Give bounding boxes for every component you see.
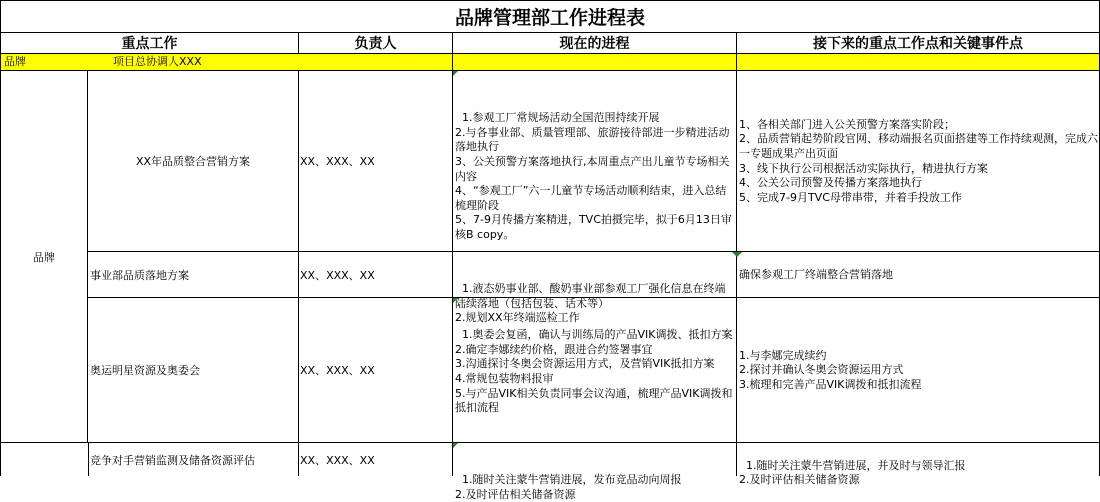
row3-progress[interactable] (453, 298, 737, 443)
row2-work[interactable] (88, 252, 299, 298)
row4-owner-text: XX、XXX、XX (300, 453, 375, 467)
sheet-title: 品牌管理部工作进程表 (0, 0, 1100, 33)
header-owner: 负责人 (299, 33, 453, 54)
band-left[interactable] (0, 54, 453, 71)
band-progress[interactable] (453, 54, 737, 71)
row3-owner-text: XX、XXX、XX (300, 364, 375, 377)
row2-progress[interactable] (453, 252, 737, 325)
row4-owner[interactable] (299, 443, 453, 476)
comment-marker-icon (737, 252, 742, 257)
row1-owner[interactable] (299, 71, 453, 252)
row2-progress-text: 1.液态奶事业部、酸奶事业部参观工厂强化信息在终端陆续落地（包括包装、话术等） 2.规划XX年终端巡检工作 (455, 282, 726, 325)
row4-progress[interactable] (453, 443, 737, 501)
row1-next[interactable] (737, 71, 1100, 252)
group-label-cell[interactable] (0, 71, 88, 443)
header-key-work: 重点工作 (0, 33, 299, 54)
row2-owner[interactable] (299, 252, 453, 298)
row2-work-text: 事业部品质落地方案 (90, 268, 189, 282)
band-next[interactable] (737, 54, 1100, 71)
row4-progress-text: 1.随时关注蒙牛营销进展，发布竞品动向周报 2.及时评估相关储备资源 (455, 473, 682, 501)
row1-owner-text: XX、XXX、XX (300, 155, 375, 168)
row2-owner-text: XX、XXX、XX (300, 268, 375, 282)
row1-work[interactable] (88, 71, 299, 252)
row3-work[interactable] (88, 298, 299, 443)
row4-next[interactable] (737, 443, 1100, 487)
band-category: 品牌 (4, 55, 26, 68)
header-next: 接下来的重点工作点和关键事件点 (737, 33, 1100, 54)
row1-work-text: XX年品质整合营销方案 (135, 155, 251, 168)
comment-marker-icon (453, 71, 458, 76)
row3-next[interactable] (737, 298, 1100, 443)
row1-progress-text: 1.参观工厂常规场活动全国范围持续开展 2.与各事业部、质量管理部、旅游接待部进一步精进活动落地执行 3、公关预警方案落地执行,本周重点产出儿童节专场相关内容 4、“参观工厂”六一儿童节专场活动顺利结束，进入总结梳理阶段 5、7-9月传播方案精进，TVC拍摄完毕，拟于6月13日审核B copy。 (455, 111, 732, 241)
row1-progress[interactable] (453, 71, 737, 252)
header-progress: 现在的进程 (453, 33, 737, 54)
row4-next-text: 1.随时关注蒙牛营销进展，并及时与领导汇报 2.及时评估相关储备资源 (739, 458, 966, 487)
comment-marker-icon (453, 298, 458, 303)
row4-work[interactable] (88, 443, 299, 476)
row3-next-text: 1.与李娜完成续约 2.探讨并确认冬奥会资源运用方式 3.梳理和完善产品VIK调拨和抵扣流程 (739, 348, 922, 391)
row2-next-text: 确保参观工厂终端整合营销落地 (739, 267, 893, 281)
row2-next[interactable] (737, 252, 1100, 298)
row3-progress-text: 1.奥委会复函，确认与训练局的产品VIK调拨、抵扣方案 2.确定李娜续约价格，跟进合约签署事宜 3.沟通探讨冬奥会资源运用方式，及营销VIK抵扣方案 4.常规包装物料报审 5.与产品VIK相关负责同事会议沟通，梳理产品VIK调拨和抵扣流程 (455, 328, 733, 415)
band-coordinator: 项目总协调人XXX (113, 55, 202, 68)
row3-work-text: 奥运明星资源及奥委会 (90, 364, 200, 377)
row3-owner[interactable] (299, 298, 453, 443)
group-label: 品牌 (33, 250, 55, 264)
row1-next-text: 1、各相关部门进入公关预警方案落实阶段； 2、品质营销起势阶段官网、移动端报名页面搭建等工作持续观测，完成六一专题成果产出页面 3、线下执行公司根据活动实际执行，精进执行方案 4、公关公司预警及传播方案落地执行 5、完成7-9月TVC母带串带，并着手投放工作 (739, 117, 1098, 204)
row4-work-text: 竞争对手营销监测及储备资源评估 (90, 453, 255, 467)
comment-marker-icon (453, 443, 458, 448)
